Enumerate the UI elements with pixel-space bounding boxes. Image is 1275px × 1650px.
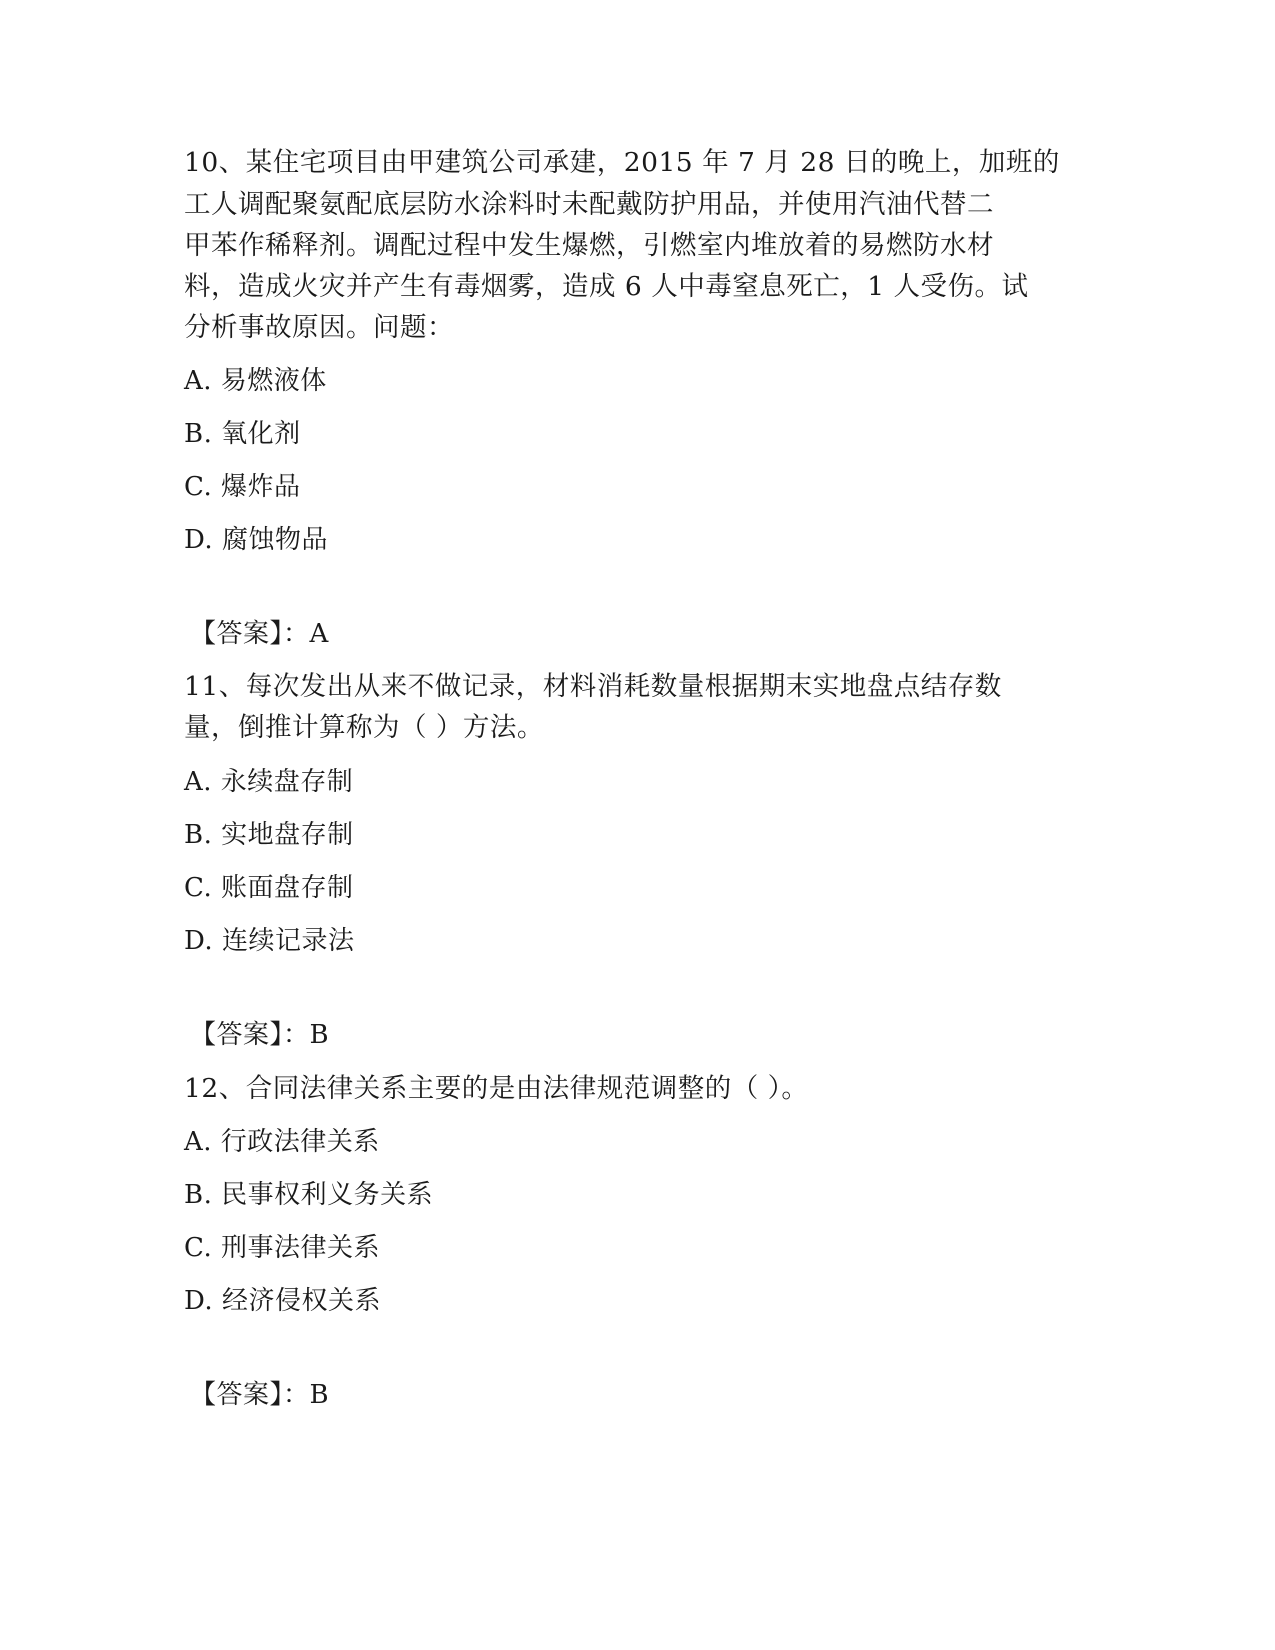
option-d: D. 连续记录法 <box>184 926 355 956</box>
option-a: A. 易燃液体 <box>184 366 327 396</box>
question-text-line: 量，倒推计算称为（ ）方法。 <box>184 712 544 743</box>
question-text-line: 12、合同法律关系主要的是由法律规范调整的（ ）。 <box>184 1073 809 1104</box>
question-text-line: 分析事故原因。问题： <box>184 312 454 343</box>
answer-line: 【答案】：B <box>190 1380 330 1410</box>
option-b: B. 氧化剂 <box>184 419 301 449</box>
option-c: C. 账面盘存制 <box>184 873 354 903</box>
option-c: C. 刑事法律关系 <box>184 1233 380 1263</box>
option-a: A. 永续盘存制 <box>184 767 354 797</box>
option-b: B. 实地盘存制 <box>184 820 354 850</box>
option-d: D. 腐蚀物品 <box>184 525 328 555</box>
option-b: B. 民事权利义务关系 <box>184 1180 434 1210</box>
option-c: C. 爆炸品 <box>184 472 301 502</box>
option-a: A. 行政法律关系 <box>184 1127 380 1157</box>
option-d: D. 经济侵权关系 <box>184 1286 381 1316</box>
question-text-line: 料，造成火灾并产生有毒烟雾，造成 6 人中毒窒息死亡，1 人受伤。试 <box>184 271 1029 302</box>
answer-line: 【答案】：A <box>190 619 329 649</box>
question-text-line: 11、每次发出从来不做记录，材料消耗数量根据期末实地盘点结存数 <box>184 671 1002 702</box>
question-text-line: 工人调配聚氨配底层防水涂料时未配戴防护用品，并使用汽油代替二 <box>184 189 994 220</box>
question-text-line: 甲苯作稀释剂。调配过程中发生爆燃，引燃室内堆放着的易燃防水材 <box>184 230 994 261</box>
answer-line: 【答案】：B <box>190 1020 330 1050</box>
question-text-line: 10、某住宅项目由甲建筑公司承建，2015 年 7 月 28 日的晚上，加班的 <box>184 147 1060 178</box>
